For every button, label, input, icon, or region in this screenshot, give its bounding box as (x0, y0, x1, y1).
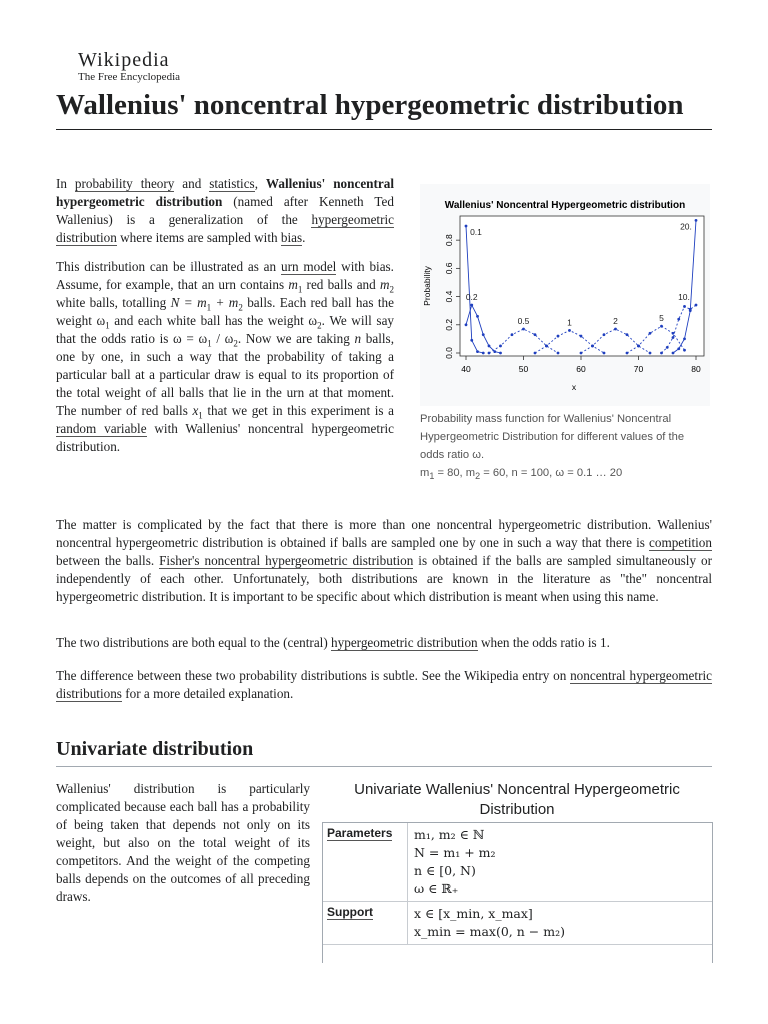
series-point (660, 352, 663, 355)
wikipedia-logo[interactable] (78, 50, 180, 84)
text: when the odds ratio is 1. (477, 635, 610, 650)
text: is obtained if the balls are sampled simultaneously or independently of each other. Unfortunately, both distributions are known in the literature as "the" noncentral hypergeometric distribution. It is important to be specific about which distribution is meant when using this name. (56, 553, 712, 604)
logo-wordmark: Wikipedia (78, 49, 170, 71)
subscript: 1 (297, 284, 303, 295)
x-tick-label: 80 (691, 364, 701, 374)
series-point (511, 333, 514, 336)
math-var: n (354, 331, 362, 346)
series-point (603, 352, 606, 355)
series-point (557, 335, 560, 338)
infobox-label[interactable] (323, 823, 408, 901)
intro-paragraph-1 (56, 175, 394, 247)
series-point (677, 347, 680, 350)
series-point (568, 329, 571, 332)
series-point (580, 352, 583, 355)
text: balls. Each red ball has the weight ω (56, 295, 394, 328)
subscript: 2 (475, 471, 481, 482)
infobox-label[interactable] (323, 902, 408, 944)
figure-caption (420, 410, 710, 482)
y-tick-label: 0.2 (444, 318, 454, 331)
label-support[interactable]: Support (327, 905, 373, 919)
y-tick-label: 0.0 (444, 347, 454, 359)
series-point (499, 345, 502, 348)
series-point (677, 318, 680, 321)
infobox (322, 822, 713, 963)
series-point (695, 219, 698, 222)
paragraph-equal (56, 634, 712, 652)
formula-line: ω ∈ ℝ₊ (414, 881, 459, 896)
series-label-0.2: 0.2 (465, 292, 478, 303)
series-point (465, 323, 468, 326)
series-point (649, 332, 652, 335)
x-tick-label: 70 (633, 364, 644, 374)
text: between the balls. (56, 553, 160, 568)
link-random-variable[interactable]: random variable (56, 421, 147, 436)
link-urn-model[interactable]: urn model (280, 259, 337, 274)
text: and each white ball has the weight ω (109, 313, 318, 328)
series-point (614, 328, 617, 331)
text: (named after Kenneth Ted Wallenius) is a generalization of the (56, 194, 394, 227)
intro-text (56, 175, 394, 467)
text: red balls and (302, 277, 380, 292)
series-point (683, 349, 686, 352)
math-var: m (379, 277, 390, 292)
series-point (545, 345, 548, 348)
series-point (557, 352, 560, 355)
series-point (534, 352, 537, 355)
y-tick-label: 0.4 (444, 290, 454, 303)
series-point (476, 350, 479, 353)
text: . We will say that the odds ratio is ω = ω (56, 313, 395, 346)
formula-line: N = m₁ + m₂ (414, 845, 496, 860)
text: / ω (211, 331, 234, 346)
series-point (660, 325, 663, 328)
subscript: 1 (105, 320, 110, 331)
text: This distribution can be illustrated as an (56, 259, 281, 274)
x-tick-label: 40 (461, 364, 471, 374)
series-point (580, 335, 583, 338)
series-point (476, 315, 479, 318)
formula-line: x_min = max(0, n − m₂) (414, 924, 565, 939)
text: balls, one by one, in such a way that the probability of taking a particular ball at a particular draw is equal to its proportion of the total weight of all balls that lie in the urn at that moment. The number of red balls (56, 331, 394, 418)
series-point (591, 345, 594, 348)
text: . (302, 230, 306, 245)
paragraph-competition (56, 516, 712, 606)
series-point (482, 352, 485, 355)
link-probability-theory[interactable]: probability theory (74, 176, 175, 191)
text: In (56, 176, 75, 191)
intro-paragraph-2 (56, 258, 394, 456)
label-parameters[interactable]: Parameters (327, 826, 393, 840)
infobox-value (408, 902, 571, 944)
infobox-value (408, 823, 502, 901)
subscript: 1 (198, 410, 203, 421)
text: for a more detailed explanation. (121, 686, 294, 701)
math-var: m (288, 277, 298, 292)
series-label-20.: 20. (680, 221, 692, 232)
series-point (482, 333, 485, 336)
link-competition[interactable]: competition (649, 535, 712, 550)
subscript: 1 (429, 471, 435, 482)
infobox-row-parameters (323, 823, 712, 902)
link-fishers-distribution[interactable]: Fisher's noncentral hypergeometric distribution (159, 553, 414, 568)
series-label-1: 1 (567, 317, 572, 328)
formula-line: x ∈ [x_min, x_max] (414, 906, 533, 921)
bold-term: Wallenius' noncentral hypergeometric distribution (56, 176, 395, 209)
section-heading-univariate: Univariate distribution (56, 736, 712, 767)
subscript: 2 (317, 320, 322, 331)
series-point (672, 352, 675, 355)
paragraph-difference (56, 667, 712, 703)
series-point (534, 333, 537, 336)
text: and (174, 176, 210, 191)
caption-math: m (420, 467, 430, 479)
series-point (689, 309, 692, 312)
plot-frame (460, 216, 704, 356)
math-expr: N = m (170, 295, 207, 310)
series-point (683, 337, 686, 340)
subscript: 2 (233, 338, 238, 349)
series-point (488, 345, 491, 348)
text: with Wallenius' noncentral hypergeometric distribution. (56, 421, 394, 454)
series-point (626, 333, 629, 336)
series-point (603, 333, 606, 336)
subscript: 1 (206, 302, 212, 313)
series-point (672, 336, 675, 339)
text: The matter is complicated by the fact that there is more than one noncentral hypergeometric distribution. Wallenius' noncentral hypergeometric distribution is obtained if balls are sampled one by one in such a way that there is (56, 517, 712, 550)
series-point (637, 345, 640, 348)
text: with bias. Assume, for example, that an urn contains (56, 259, 394, 292)
logo-tagline: The Free Encyclopedia (78, 71, 181, 83)
series-point (683, 305, 686, 308)
link-noncentral-hypergeometric[interactable]: noncentral hypergeometric distributions (56, 668, 712, 701)
series-point (626, 352, 629, 355)
subscript: 1 (207, 338, 212, 349)
pmf-chart (420, 184, 710, 406)
series-point (470, 339, 473, 342)
y-axis-label: Probability (422, 266, 432, 306)
link-bias[interactable]: bias (280, 230, 303, 245)
text: , (254, 176, 266, 191)
series-point (465, 225, 468, 228)
series-label-2: 2 (613, 316, 618, 327)
figure-thumbnail[interactable] (420, 184, 710, 482)
formula-line: n ∈ [0, N) (414, 863, 476, 878)
infobox-row-support (323, 902, 712, 945)
series-label-0.1: 0.1 (470, 227, 482, 238)
series-point (470, 304, 473, 307)
series-point (522, 328, 525, 331)
x-axis-label: x (571, 382, 577, 392)
text: The two distributions are both equal to the (central) (56, 635, 332, 650)
chart-container[interactable] (420, 184, 710, 406)
link-statistics[interactable]: statistics (209, 176, 255, 191)
text: The difference between these two probability distributions is subtle. See the Wikipedia entry on (56, 668, 571, 683)
math-var: x (192, 403, 199, 418)
caption-math: = 80, m (434, 467, 476, 479)
series-label-0.5: 0.5 (517, 316, 530, 327)
text: that we get in this experiment is a (202, 403, 394, 418)
series-label-10.: 10. (678, 292, 690, 303)
link-hypergeometric-distribution[interactable]: hypergeometric distribution (56, 212, 394, 245)
series-point (649, 352, 652, 355)
math-expr: + m (211, 295, 239, 310)
text: where items are sampled with (116, 230, 281, 245)
series-point (499, 352, 502, 355)
y-tick-label: 0.8 (444, 234, 454, 247)
series-point (493, 350, 496, 353)
caption-math: = 60, n = 100, ω = 0.1 … 20 (480, 467, 623, 479)
series-point (488, 352, 491, 355)
caption-text: Probability mass function for Wallenius' Noncentral Hypergeometric Distribution for different values of the odds ratio ω. (420, 413, 685, 461)
infobox-title: Univariate Wallenius' Noncentral Hypergeometric Distribution (354, 781, 680, 818)
chart-title: Wallenius' Noncentral Hypergeometric distribution (444, 200, 686, 211)
series-point (695, 304, 698, 307)
x-tick-label: 50 (518, 364, 529, 374)
page-title: Wallenius' noncentral hypergeometric distribution (56, 88, 712, 130)
text: white balls, totalling (56, 295, 171, 310)
series-label-5: 5 (659, 313, 664, 324)
x-tick-label: 60 (576, 364, 586, 374)
subscript: 2 (389, 284, 394, 295)
text: . Now we are taking (237, 331, 355, 346)
series-point (672, 332, 675, 335)
subscript: 2 (238, 302, 243, 313)
y-tick-label: 0.6 (444, 262, 454, 275)
formula-line: m₁, m₂ ∈ ℕ (414, 827, 485, 842)
univariate-paragraph: Wallenius' distribution is particularly complicated because each ball has a probability of being taken that depends not only on its weight, but also on the total weight of its competitors. And the weight of the competing balls depends on the outcomes of all preceding draws. (56, 781, 310, 904)
series-point (666, 346, 669, 349)
link-hypergeometric-distribution-2[interactable]: hypergeometric distribution (331, 635, 478, 650)
